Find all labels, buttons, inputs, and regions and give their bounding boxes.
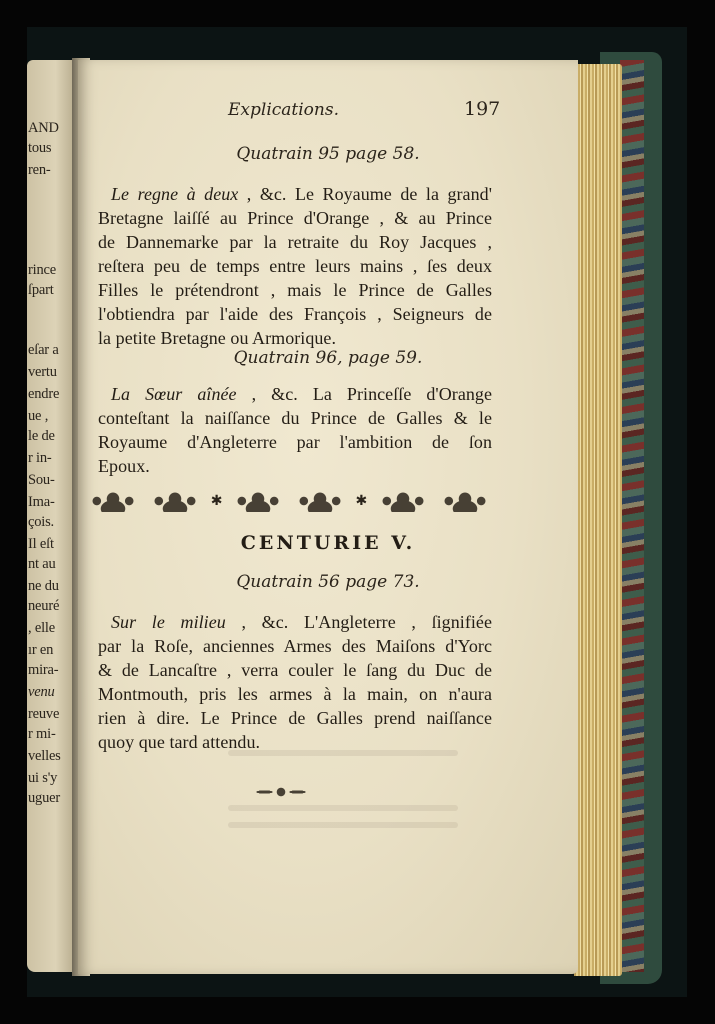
text-line: Le regne à deux , &c. Le Royaume de la grand' (111, 184, 492, 204)
text-line: la petite Bretagne ou Armorique. (98, 328, 337, 348)
left-page-line: Il eſt (28, 536, 54, 552)
left-page-line: , elle (28, 620, 55, 636)
fleuron-icon (293, 490, 347, 512)
ornamental-band (86, 488, 492, 514)
left-page-line: ne du (28, 578, 59, 594)
text-line: de Dannemarke par la retraite du Roy Jacques , (98, 232, 492, 252)
left-page-line: rince (28, 262, 56, 278)
left-page-line: ue , (28, 408, 49, 424)
left-page-line: ır en (28, 642, 54, 658)
text-line: Montmouth, pris les armes à la main, on n'aura (98, 684, 492, 704)
text-line: Royaume d'Angleterre par l'ambition de ſon (98, 432, 492, 452)
page-number: 197 (464, 98, 501, 120)
gilt-page-edges (574, 64, 622, 976)
fleuron-icon (86, 490, 140, 512)
text-line: Sur le milieu , &c. L'Angleterre , ſignifiée (111, 612, 492, 632)
left-page-line: ſpart (28, 282, 54, 298)
text-line: rien à dire. Le Prince de Galles prend naiſſance (98, 708, 492, 728)
text-line: Filles le prétendront , mais le Prince de Galles (98, 280, 492, 300)
left-page-line: AND (28, 120, 59, 136)
text-line: conteſtant la naiſſance du Prince de Galles & le (98, 408, 492, 428)
left-page-line: çois. (28, 514, 54, 530)
text-line: par la Roſe, anciennes Armes des Maiſons d'Yorc (98, 636, 492, 656)
quatrain-heading: Quatrain 96, page 59. (233, 348, 423, 368)
text-line: quoy que tard attendu. (98, 732, 261, 752)
fleuron-icon (148, 490, 202, 512)
fleuron-icon (438, 490, 492, 512)
left-page-line: velles (28, 748, 61, 764)
right-page (78, 60, 578, 974)
tailpiece-ornament-icon (248, 782, 314, 802)
show-through-shadow (228, 805, 458, 811)
star-ornament-icon: ✱ (210, 493, 223, 509)
left-page-line: vertu (28, 364, 57, 380)
left-page-line: endre (28, 386, 60, 402)
quatrain-heading: Quatrain 95 page 58. (236, 144, 420, 164)
show-through-shadow (228, 750, 458, 756)
left-page-line: r in- (28, 450, 52, 466)
text-line: Bretagne laiſſé au Prince d'Orange , & au Prince (98, 208, 492, 228)
section-title: CENTURIE V. (240, 532, 416, 554)
star-ornament-icon: ✱ (355, 493, 368, 509)
left-page-line: mira- (28, 662, 59, 678)
left-page-line: r mi- (28, 726, 56, 742)
left-page-line: Ima- (28, 494, 55, 510)
left-page-line: ren- (28, 162, 51, 178)
left-page-line: Sou- (28, 472, 55, 488)
left-page-line: uguer (28, 790, 61, 806)
quatrain-heading: Quatrain 56 page 73. (236, 572, 420, 592)
text-line: Epoux. (98, 456, 150, 476)
left-page-line: tous (28, 140, 52, 156)
left-page-line: eſar a (28, 342, 59, 358)
fleuron-icon (231, 490, 285, 512)
left-page-line: le de (28, 428, 55, 444)
show-through-shadow (228, 822, 458, 828)
left-page-line: venu (28, 684, 55, 700)
text-line: La Sœur aînée , &c. La Princeſſe d'Orange (111, 384, 492, 404)
text-line: l'obtiendra par l'aide des François , Seigneurs de (98, 304, 492, 324)
text-line: & de Lancaſtre , verra couler le ſang du Duc de (98, 660, 492, 680)
marbled-edge (620, 60, 644, 972)
left-page-line: nt au (28, 556, 56, 572)
left-page-line: reuve (28, 706, 60, 722)
left-page-line: neuré (28, 598, 60, 614)
left-page-line: ui s'y (28, 770, 58, 786)
running-head: Explications. (228, 100, 339, 120)
fleuron-icon (376, 490, 430, 512)
text-line: reſtera peu de temps entre leurs mains , ſes deux (98, 256, 492, 276)
